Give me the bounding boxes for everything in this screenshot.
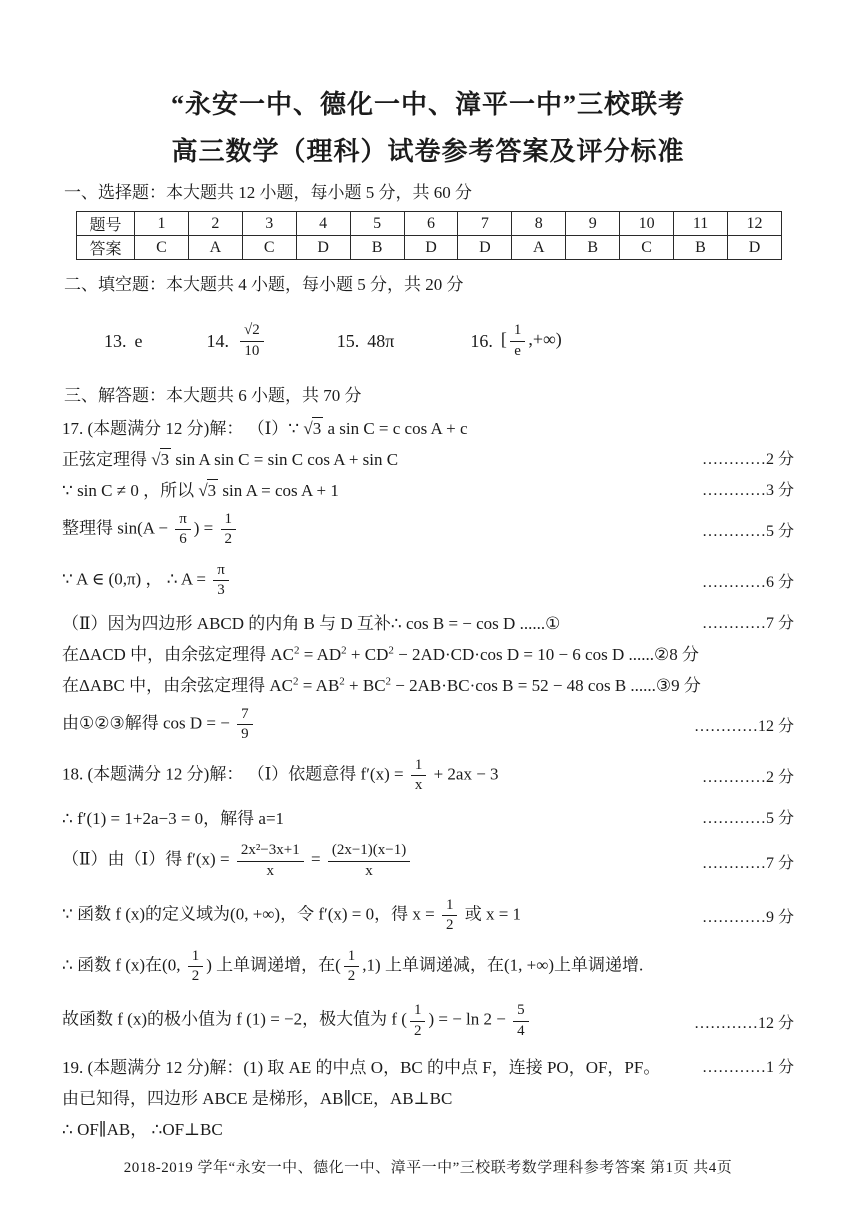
q19-line-1 (62, 1051, 794, 1080)
fill-answer-15 (337, 331, 395, 352)
cell: A (512, 236, 566, 260)
fill-answer-16 (470, 322, 561, 360)
cell: 1 (135, 212, 189, 236)
line-content: ∵ 函数 f (x)的定义域为(0, +∞)，令 f′(x) = 0，得 x = $\frac{1}{2}$ 或 x = 1 (62, 896, 522, 933)
q19-line-3 (62, 1113, 794, 1142)
cell: D (727, 236, 781, 260)
line-content: （Ⅱ）由（Ⅰ）得 f′(x) = $\frac{\text{2x²−3x+1}}{x}$ = $\frac{(2x-1)(x-1)}{x}$ (62, 842, 413, 880)
cell: C (620, 236, 674, 260)
line-content: ∴ OF∥AB， ∴OF⊥BC (62, 1120, 223, 1139)
line-content: 在ΔACD 中，由余弦定理得 $AC^2 = AD^2 + CD^2 - 2AD\cdot CD\cdot\cos$ D = 10 − 6 cos D ......②8 分 (62, 644, 699, 664)
line-content: 由①②③解得 cos D = − $\frac{7}{9}$ (62, 706, 256, 744)
exam-subtitle: 高三数学（理科）试卷参考答案及评分标准 (171, 137, 685, 166)
fill-label: 13. (104, 330, 127, 351)
q17-line-4 (62, 505, 794, 554)
q18-line-1 (62, 751, 794, 800)
cell: C (242, 236, 296, 260)
cell: 9 (566, 212, 620, 236)
section-solve-heading: 三、解答题：本大题共 6 小题，共 70 分 (64, 386, 362, 405)
page-footer: 2018-2019 学年“永安一中、德化一中、漳平一中”三校联考数学理科参考答案 第1页 共4页 (123, 1160, 733, 1176)
score-label: …………5 分 (701, 810, 794, 827)
score-label: …………5 分 (701, 523, 794, 540)
score-label: …………6 分 (701, 574, 794, 591)
fill-value: 48π (367, 330, 395, 351)
fill-value: $\frac{√2}{10}$ (237, 322, 267, 360)
score-label: …………12 分 (693, 718, 794, 735)
line-content: 在ΔABC 中，由余弦定理得 $AC^2 = AB^2 + BC^2 - 2AB\cdot BC\cdot\cos$ B = 52 − 48 cos B ......③9 分 (62, 675, 701, 695)
cell: 3 (242, 212, 296, 236)
fill-label: 16. (470, 330, 493, 351)
table-header-cell: 答案 (77, 236, 135, 260)
q17-line-9 (62, 700, 794, 749)
cell: 11 (674, 212, 728, 236)
score-label: …………2 分 (701, 451, 794, 468)
line-content: 整理得 sin(A − $\frac{\pi}{6}$ ) = $\frac{1}{2}$ (62, 511, 239, 549)
cell: 7 (458, 212, 512, 236)
answer-table (76, 211, 782, 260)
q17-line-7 (62, 638, 794, 667)
cell: 5 (350, 212, 404, 236)
q17-line-6 (62, 607, 794, 636)
score-label: …………3 分 (701, 482, 794, 499)
q18-line-5 (62, 942, 794, 991)
score-label: …………7 分 (701, 615, 794, 632)
cell: D (404, 236, 458, 260)
cell: 2 (188, 212, 242, 236)
fill-value: e (134, 330, 143, 351)
cell: B (566, 236, 620, 260)
q17-line-5 (62, 556, 794, 605)
table-header-cell: 题号 (77, 212, 135, 236)
cell: D (296, 236, 350, 260)
score-label: …………1 分 (701, 1059, 794, 1076)
q18-line-4 (62, 891, 794, 940)
line-content: （Ⅱ）因为四边形 ABCD 的内角 B 与 D 互补∴ cos B = − cos D ......① (62, 614, 561, 633)
section-choice-heading: 一、选择题：本大题共 12 小题，每小题 5 分，共 60 分 (64, 183, 472, 202)
cell: 10 (620, 212, 674, 236)
table-row-question-numbers (77, 212, 782, 236)
cell: B (674, 236, 728, 260)
line-content: 正弦定理得 √3 sin A sin C = sin C cos A + sin C (62, 450, 399, 469)
q17-line-2 (62, 443, 794, 472)
fill-label: 15. (336, 330, 360, 351)
q19-line-2 (62, 1082, 794, 1111)
exam-title: “永安一中、德化一中、漳平一中”三校联考 (170, 90, 685, 119)
line-content: ∵ A ∈ (0,π) ， ∴ A = $\frac{\pi}{3}$ (62, 562, 232, 600)
q18-line-6 (62, 993, 794, 1049)
line-content: ∵ sin C ≠ 0 ，所以 √3 sin A = cos A + 1 (62, 481, 339, 500)
cell: B (350, 236, 404, 260)
section-fill-heading: 二、填空题：本大题共 4 小题，每小题 5 分，共 20 分 (64, 275, 464, 294)
cell: C (135, 236, 189, 260)
line-content: 故函数 f (x)的极小值为 f (1) = −2，极大值为 f ( $\frac{1}{2}$ ) = − ln 2 − $\frac{5}{4}$ (62, 1002, 532, 1040)
line-content: ∴ f′(1) = 1+2a−3 = 0，解得 a=1 (62, 809, 285, 828)
score-label: …………2 分 (701, 769, 794, 786)
cell: 12 (727, 212, 781, 236)
line-content: ∴ 函数 f (x)在(0, $\frac{1}{2}$ ) 上单调递增，在( $\frac{1}{2}$ ,1) 上单调递减，在(1, +∞)上单调递增. (62, 947, 644, 984)
cell: A (188, 236, 242, 260)
score-label: …………7 分 (701, 854, 794, 872)
line-content: 18. (本题满分 12 分)解： （Ⅰ）依题意得 f′(x) = $\frac{1}{x}$ + 2ax − 3 (62, 756, 499, 793)
cell: D (458, 236, 512, 260)
fill-value: [ $\frac{1}{e}$ ,+∞) (500, 322, 562, 359)
q18-line-2 (62, 802, 794, 831)
line-content: 17. (本题满分 12 分)解： （Ⅰ）∵ √3 a sin C = c cos A + c (62, 419, 468, 438)
fill-answer-13 (104, 331, 143, 352)
line-content: 19. (本题满分 12 分)解：(1) 取 AE 的中点 O，BC 的中点 F，连接 PO，OF，PF。 (62, 1058, 661, 1077)
q17-line-3 (62, 474, 794, 503)
fill-label: 14. (206, 330, 229, 351)
table-row-answers (77, 236, 782, 260)
fill-answer-14 (207, 322, 267, 360)
line-content: 由已知得，四边形 ABCE 是梯形，AB∥CE，AB⊥BC (62, 1089, 453, 1108)
cell: 4 (296, 212, 350, 236)
score-label: …………12 分 (693, 1014, 794, 1032)
cell: 8 (512, 212, 566, 236)
q17-line-8 (62, 669, 794, 698)
q17-line-1 (62, 412, 794, 441)
fill-answers-row (104, 313, 794, 369)
q18-line-3 (62, 833, 794, 889)
score-label: …………9 分 (701, 909, 794, 926)
cell: 6 (404, 212, 458, 236)
